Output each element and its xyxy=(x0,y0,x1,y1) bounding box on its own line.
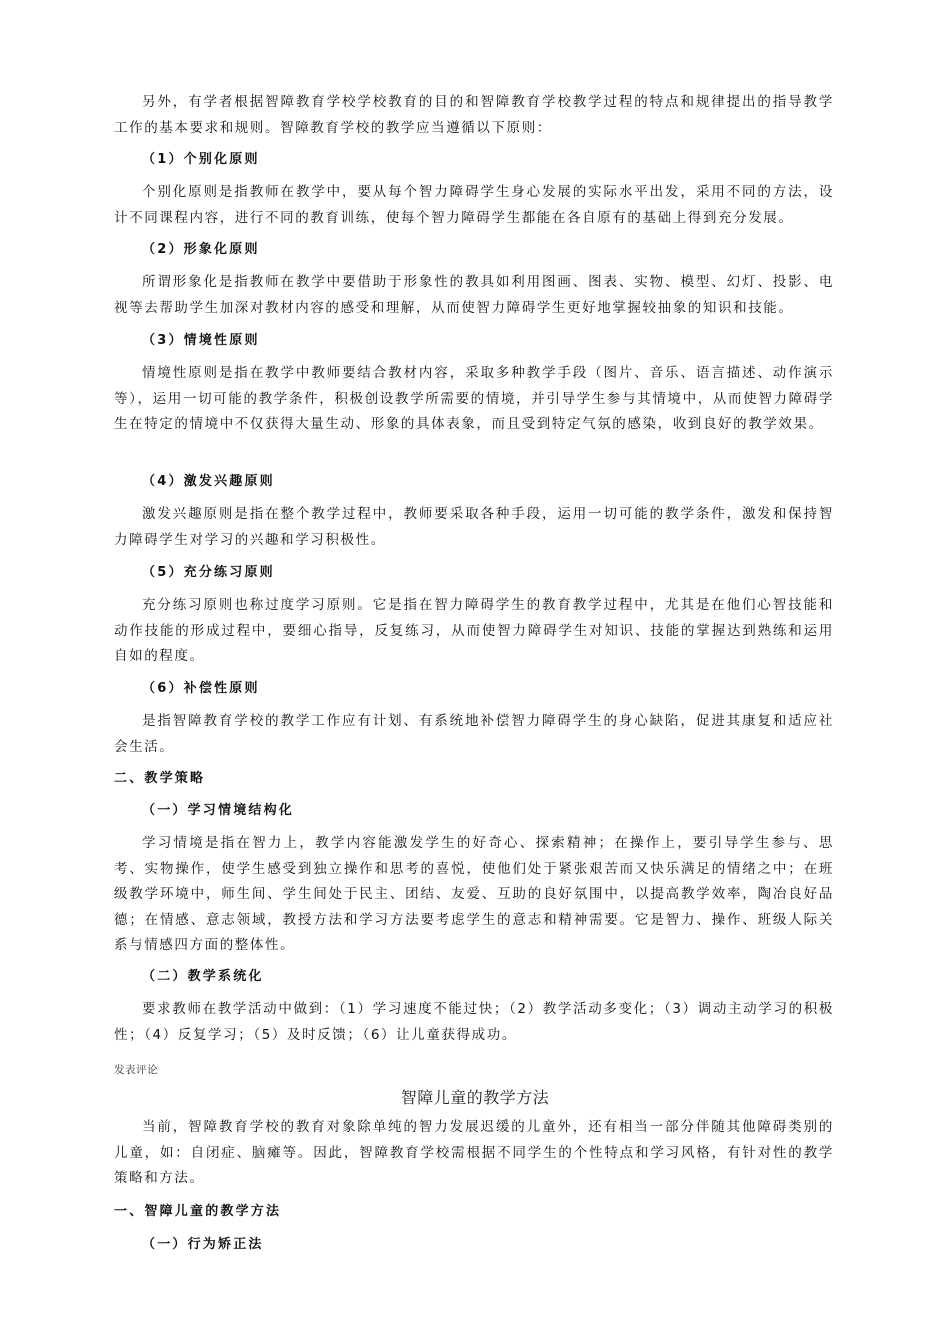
paragraph-interest: 激发兴趣原则是指在整个教学过程中，教师要采取各种手段，运用一切可能的教学条件，激发和保持智力障碍学生对学习的兴趣和学习积极性。 xyxy=(114,506,834,548)
intro-paragraph: 另外，有学者根据智障教育学校学校教育的目的和智障教育学校教学过程的特点和规律提出的指导教学工作的基本要求和规则。智障教育学校的教学应当遵循以下原则： xyxy=(114,94,834,136)
heading-individualization: （1）个别化原则 xyxy=(142,152,260,167)
heading-situational: （3）情境性原则 xyxy=(142,333,260,348)
heading-compensation: （6）补偿性原则 xyxy=(142,681,260,696)
paragraph-block xyxy=(114,831,834,959)
heading-practice: （5）充分练习原则 xyxy=(142,565,275,580)
heading-interest: （4）激发兴趣原则 xyxy=(142,474,275,489)
heading-block xyxy=(114,240,834,260)
heading-block xyxy=(114,150,834,170)
heading-block xyxy=(114,801,834,821)
paragraph-individualization: 个别化原则是指教师在教学中，要从每个智力障碍学生身心发展的实际水平出发，采用不同的方法，设计不同课程内容，进行不同的教育训练，使每个智力障碍学生都能在各自原有的基础上得到充分发展。 xyxy=(114,184,834,226)
heading-teaching-methods: 一、智障儿童的教学方法 xyxy=(114,1204,282,1219)
heading-behavior-modification: （一）行为矫正法 xyxy=(142,1237,264,1252)
heading-block xyxy=(114,1235,834,1255)
paragraph-compensation: 是指智障教育学校的教学工作应有计划、有系统地补偿智力障碍学生的身心缺陷，促进其康复和适应社会生活。 xyxy=(114,713,834,755)
paragraph-block xyxy=(114,180,834,231)
heading-teaching-systematization: （二）教学系统化 xyxy=(142,969,264,984)
paragraph-current-situation: 当前，智障教育学校的教育对象除单纯的智力发展迟缓的儿童外，还有相当一部分伴随其他障碍类别的儿童，如：自闭症、脑瘫等。因此，智障教育学校需根据不同学生的个性特点和学习风格，有针对性的教学策略和方法。 xyxy=(114,1119,834,1186)
heading-block xyxy=(114,769,834,789)
heading-visualization: （2）形象化原则 xyxy=(142,242,260,257)
heading-block xyxy=(114,679,834,699)
paragraph-teaching-systematization: 要求教师在教学活动中做到：（1）学习速度不能过快；（2）教学活动多变化；（3）调动主动学习的积极性；（4）反复学习；（5）及时反馈；（6）让儿童获得成功。 xyxy=(114,1001,834,1043)
post-comment-link[interactable]: 发表评论 xyxy=(114,1064,158,1076)
heading-block xyxy=(114,472,834,492)
paragraph-block xyxy=(114,593,834,670)
heading-block xyxy=(114,331,834,351)
heading-teaching-strategy: 二、教学策略 xyxy=(114,771,206,786)
paragraph-block xyxy=(114,502,834,553)
intro-paragraph-block xyxy=(114,90,834,141)
paragraph-block xyxy=(114,709,834,760)
paragraph-visualization: 所谓形象化是指教师在教学中要借助于形象性的教具如利用图画、图表、实物、模型、幻灯、投影、电视等去帮助学生加深对教材内容的感受和理解，从而使智力障碍学生更好地掌握较抽象的知识和技能。 xyxy=(114,274,834,316)
heading-block xyxy=(114,563,834,583)
paragraph-situation-structuring: 学习情境是指在智力上，教学内容能激发学生的好奇心、探索精神；在操作上，要引导学生参与、思考、实物操作，使学生感受到独立操作和思考的喜悦，使他们处于紧张艰苦而又快乐满足的情绪之中；在班级教学环境中，师生间、学生间处于民主、团结、友爱、互助的良好氛围中，以提高教学效率，陶冶良好品德；在情感、意志领域，教授方法和学习方法要考虑学生的意志和精神需要。它是智力、操作、班级人际关系与情感四方面的整体性。 xyxy=(114,835,834,953)
paragraph-situational: 情境性原则是指在教学中教师要结合教材内容，采取多种教学手段（图片、音乐、语言描述、动作演示等），运用一切可能的教学条件，积极创设教学所需要的情境，并引导学生参与其情境中，从而使智力障碍学生在特定的情境中不仅获得大量生动、形象的具体表象，而且受到特定气氛的感染，收到良好的教学效果。 xyxy=(114,365,834,432)
heading-block xyxy=(114,967,834,987)
heading-block xyxy=(114,1202,834,1222)
paragraph-block xyxy=(114,1115,834,1192)
heading-situation-structuring: （一）学习情境结构化 xyxy=(142,803,295,818)
paragraph-block xyxy=(114,997,834,1048)
comment-link-block xyxy=(114,1062,834,1078)
article-title: 智障儿童的教学方法 xyxy=(400,1088,550,1107)
paragraph-practice: 充分练习原则也称过度学习原则。它是指在智力障碍学生的教育教学过程中，尤其是在他们心智技能和动作技能的形成过程中，要细心指导，反复练习，从而使智力障碍学生对知识、技能的掌握达到熟练和运用自如的程度。 xyxy=(114,597,834,664)
paragraph-block xyxy=(114,361,834,438)
paragraph-block xyxy=(114,270,834,321)
